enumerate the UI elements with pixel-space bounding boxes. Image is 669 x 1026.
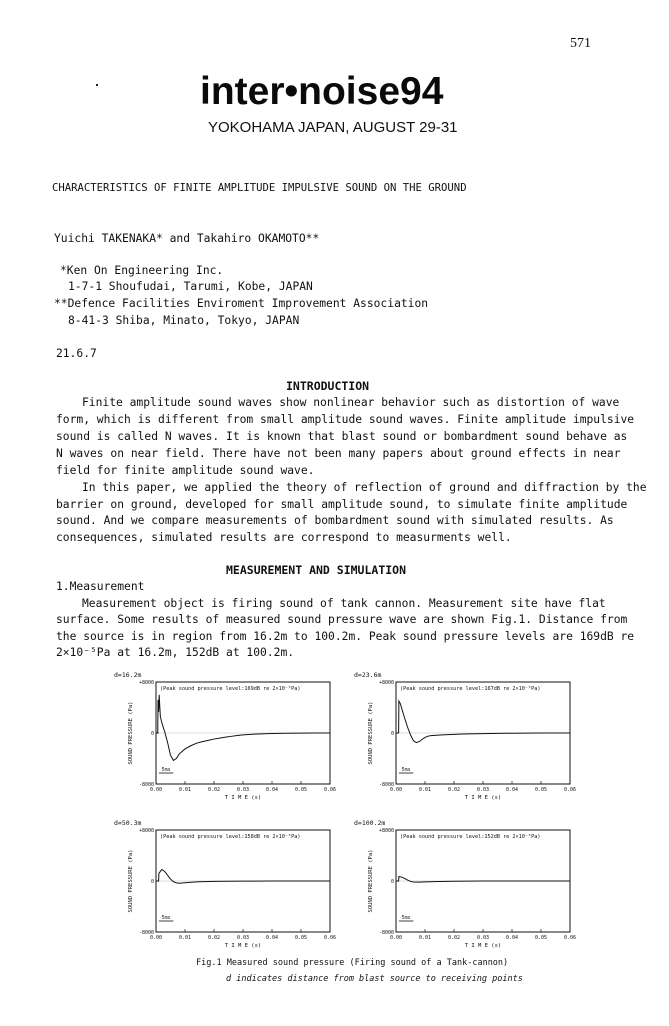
x-tick-label: 0.04 [505,935,519,941]
affiliation-2: 1-7-1 Shoufudai, Tarumi, Kobe, JAPAN [68,280,313,293]
x-tick-label: 0.06 [323,935,337,941]
authors: Yuichi TAKENAKA* and Takahiro OKAMOTO** [54,232,320,245]
chart-d50-svg [112,816,342,956]
conference-subtitle: YOKOHAMA JAPAN, AUGUST 29-31 [208,119,458,136]
y-tick-label: +8000 [378,828,394,834]
conference-logo: inter•noise94 [200,70,444,113]
intro-line-2: form, which is different from small amplitude sound waves. Finite amplitude impulsive [56,413,635,426]
x-tick-label: 0.06 [323,787,337,793]
y-tick-label: 0 [390,879,394,885]
y-tick-label: -8000 [378,782,394,788]
x-tick-label: 0.06 [563,935,577,941]
chart-d100 [352,816,582,956]
intro-line-4: N waves on near field. There have not been many papers about ground effects in near [56,447,621,460]
scale-bar-label: 5ms [401,915,411,921]
chart-d23 [352,668,582,808]
x-axis-label: T I M E (s) [224,795,262,801]
x-tick-label: 0.02 [207,787,221,793]
y-axis-label: SOUND PRESSURE (Pa) [128,701,134,765]
x-tick-label: 0.02 [207,935,221,941]
x-tick-label: 0.05 [534,935,548,941]
x-tick-label: 0.00 [149,787,163,793]
y-tick-label: -8000 [378,930,394,936]
page-number: 571 [570,36,591,51]
y-axis-label: SOUND PRESSURE (Pa) [368,701,374,765]
y-tick-label: +8000 [138,680,154,686]
x-tick-label: 0.05 [294,787,308,793]
affiliation-1: *Ken On Engineering Inc. [60,264,224,277]
y-tick-label: -8000 [138,930,154,936]
x-tick-label: 0.06 [563,787,577,793]
y-tick-label: +8000 [138,828,154,834]
waveform-line [396,701,570,742]
intro-line-6: In this paper, we applied the theory of reflection of ground and diffraction by the [82,481,647,494]
y-tick-label: 0 [390,731,394,737]
measurement-heading: MEASUREMENT AND SIMULATION [226,563,407,577]
affiliation-3: **Defence Facilities Enviroment Improvement Association [54,297,429,310]
intro-line-3: sound is called N waves. It is known that blast sound or bombardment sound behave as [56,430,628,443]
x-tick-label: 0.05 [294,935,308,941]
paper-title: CHARACTERISTICS OF FINITE AMPLITUDE IMPULSIVE SOUND ON THE GROUND [52,182,467,194]
y-tick-label: 0 [150,879,154,885]
x-tick-label: 0.03 [476,935,490,941]
measurement-line-4: 2×10⁻⁵Pa at 16.2m, 152dB at 100.2m. [56,646,295,659]
intro-line-7: barrier on ground, developed for small amplitude sound, to simulate finite amplitude [56,498,628,511]
x-tick-label: 0.03 [236,935,250,941]
x-tick-label: 0.02 [447,935,461,941]
x-tick-label: 0.04 [505,787,519,793]
x-tick-label: 0.00 [389,935,403,941]
figure-caption-line-1: Fig.1 Measured sound pressure (Firing sound of a Tank-cannon) [196,958,509,968]
peak-level-annotation: (Peak sound pressure level:158dB re 2×10⁻⁵Pa) [160,834,301,840]
x-tick-label: 0.02 [447,787,461,793]
introduction-heading: INTRODUCTION [286,379,370,393]
x-tick-label: 0.03 [236,787,250,793]
distance-label: d=100.2m [354,819,386,827]
scale-bar-label: 5ms [161,915,171,921]
measurement-subheading: 1.Measurement [56,580,145,593]
x-tick-label: 0.01 [178,935,192,941]
y-axis-label: SOUND PRESSURE (Pa) [128,849,134,913]
scale-bar-label: 5ms [161,767,171,773]
peak-level-annotation: (Peak sound pressure level:167dB re 2×10⁻⁵Pa) [400,686,541,692]
y-tick-label: +8000 [378,680,394,686]
x-axis-label: T I M E (s) [464,795,502,801]
y-tick-label: -8000 [138,782,154,788]
peak-level-annotation: (Peak sound pressure level:152dB re 2×10⁻⁵Pa) [400,834,541,840]
affiliation-4: 8-41-3 Shiba, Minato, Tokyo, JAPAN [68,314,300,327]
x-tick-label: 0.00 [389,787,403,793]
intro-line-9: consequences, simulated results are correspond to measurments well. [56,531,512,544]
session-code: 21.6.7 [56,347,97,360]
chart-d16-svg [112,668,342,808]
intro-line-1: Finite amplitude sound waves show nonlinear behavior such as distortion of wave [82,396,620,409]
chart-d50 [112,816,342,956]
x-tick-label: 0.00 [149,935,163,941]
y-tick-label: 0 [150,731,154,737]
y-axis-label: SOUND PRESSURE (Pa) [368,849,374,913]
x-axis-label: T I M E (s) [224,943,262,949]
x-axis-label: T I M E (s) [464,943,502,949]
waveform-line [396,877,570,883]
x-tick-label: 0.05 [534,787,548,793]
x-tick-label: 0.04 [265,935,279,941]
x-tick-label: 0.04 [265,787,279,793]
distance-label: d=16.2m [114,671,142,679]
measurement-line-3: the source is in region from 16.2m to 100.2m. Peak sound pressure levels are 169dB re [56,630,635,643]
figure-caption-line-2: d indicates distance from blast source to receiving points [226,974,523,984]
scale-bar-label: 5ms [401,767,411,773]
distance-label: d=50.3m [114,819,142,827]
chart-d23-svg [352,668,582,808]
x-tick-label: 0.03 [476,787,490,793]
measurement-line-2: surface. Some results of measured sound pressure wave are shown Fig.1. Distance from [56,613,628,626]
x-tick-label: 0.01 [418,935,432,941]
x-tick-label: 0.01 [418,787,432,793]
waveform-line [156,695,330,761]
measurement-line-1: Measurement object is firing sound of tank cannon. Measurement site have flat [82,597,606,610]
intro-line-8: sound. And we compare measurements of bombardment sound with simulated results. As [56,514,614,527]
intro-line-5: field for finite amplitude sound wave. [56,464,315,477]
x-tick-label: 0.01 [178,787,192,793]
peak-level-annotation: (Peak sound pressure level:169dB re 2×10⁻⁵Pa) [160,686,301,692]
chart-d16 [112,668,342,808]
speck [96,84,98,86]
chart-d100-svg [352,816,582,956]
distance-label: d=23.6m [354,671,382,679]
